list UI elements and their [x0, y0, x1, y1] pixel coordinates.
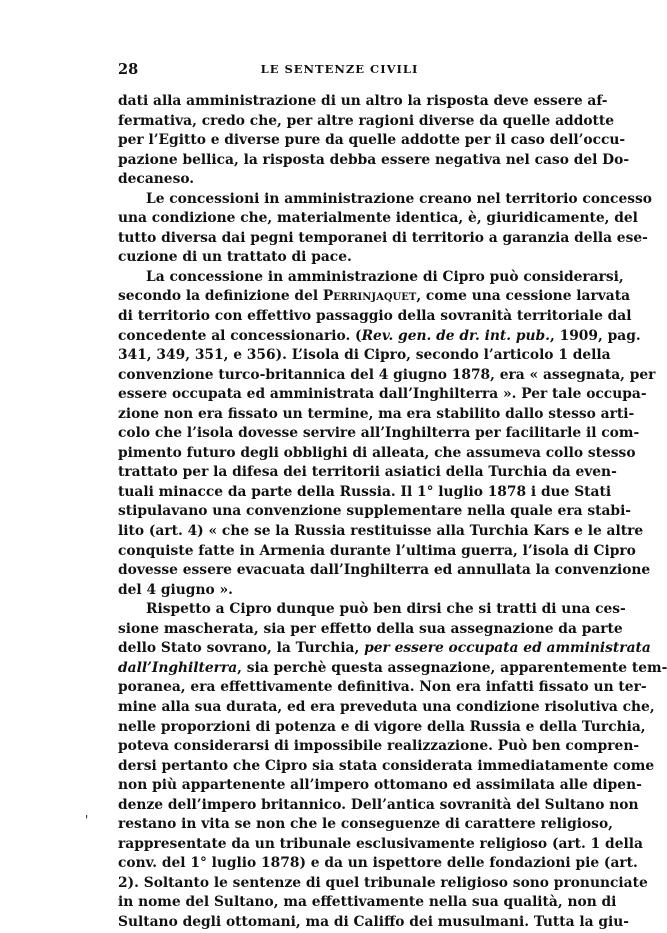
text-line — [118, 229, 648, 249]
text-line — [118, 737, 640, 757]
text-run: 341, 349, 351, e 356). L’isola di Cipro, secondo l’articolo 1 della — [118, 347, 611, 364]
text-line — [118, 542, 636, 562]
text-run: per essere occupata ed amministrata — [364, 640, 651, 657]
text-run: una condizione che, materialmente identica, è, giuridicamente, del — [118, 210, 638, 227]
text-run: dersi pertanto che Cipro sia stata considerata immediatamente come — [118, 757, 655, 774]
text-line — [118, 835, 643, 855]
text-line — [118, 463, 617, 483]
text-run: nelle proporzioni di potenza e di vigore della Russia e della Turchia, — [118, 718, 646, 735]
text-run: mine alla sua durata, ed era preveduta una condizione risolutiva che, — [118, 698, 655, 715]
text-run: Le concessioni in amministrazione creano nel territorio concesso — [146, 190, 652, 207]
text-run: fermativa, credo che, per altre ragioni diverse da quelle addotte — [118, 112, 615, 129]
text-run: , come una cessione larvata — [416, 288, 631, 305]
text-run: poranea, era effettivamente definitiva. Non era infatti fissato un ter- — [118, 679, 647, 696]
text-run: , sia perchè questa assegnazione, apparentemente tem- — [237, 659, 667, 676]
text-run: cuzione di un trattato di pace. — [118, 249, 352, 266]
text-run: dall’Inghilterra — [118, 659, 238, 676]
text-run: pazione bellica, la risposta debba essere negativa nel caso del Do- — [118, 151, 630, 168]
running-title: LE SENTENZE CIVILI — [260, 62, 419, 76]
text-run: rappresentate da un tribunale esclusivamente religioso (art. 1 della — [118, 835, 643, 852]
text-run: convenzione turco-britannica del 4 giugno 1878, era « assegnata, per — [118, 366, 656, 383]
text-line — [118, 366, 656, 386]
text-line — [118, 268, 624, 288]
text-run: conquiste fatte in Armenia durante l’ultima guerra, l’isola di Cipro — [118, 542, 636, 559]
text-run: Rev. gen. de dr. int. pub. — [361, 327, 550, 344]
text-run: secondo la definizione del — [118, 288, 323, 305]
text-run: tutto diversa dai pegni temporanei di territorio a garanzia della ese- — [118, 229, 648, 246]
text-run: per l’Egitto e diverse pure da quelle addotte per il caso dell’occu- — [118, 132, 626, 149]
text-line — [118, 190, 652, 210]
text-line — [118, 874, 648, 894]
text-line — [118, 581, 563, 601]
text-run: poteva considerarsi di impossibile realizzazione. Può ben compren- — [118, 738, 640, 755]
paragraph — [118, 92, 630, 190]
paragraph — [118, 268, 656, 600]
page-number: 28 — [118, 61, 139, 78]
text-line — [118, 151, 630, 171]
text-run: non più appartenente all’impero ottomano ed assimilata alle dipen- — [118, 777, 642, 794]
text-line — [118, 815, 613, 835]
text-line — [118, 209, 638, 229]
text-line — [118, 757, 655, 777]
text-run: decaneso. — [118, 171, 195, 188]
text-line — [118, 170, 563, 190]
text-run: di territorio con effettivo passaggio della sovranità territoriale dal — [118, 308, 632, 325]
paragraph — [118, 600, 667, 932]
text-run: sione mascherata, sia per effetto della sua assegnazione da parte — [118, 620, 623, 637]
text-line — [118, 346, 611, 366]
text-line — [118, 776, 642, 796]
text-line — [118, 287, 631, 307]
text-line — [118, 248, 563, 268]
paragraph — [118, 190, 652, 268]
text-line — [118, 483, 612, 503]
text-line — [118, 307, 632, 327]
text-line — [118, 444, 636, 464]
text-run: Sultano degli ottomani, ma di Califfo dei musulmani. Tutta la giu- — [118, 913, 629, 930]
text-body — [118, 92, 667, 933]
text-run: restano in vita se non che le conseguenze di carattere religioso, — [118, 816, 613, 833]
text-line — [118, 678, 647, 698]
text-run: stipulavano una convenzione supplementare nella quale era stabi- — [118, 503, 632, 520]
text-run: zione non era fissato un termine, ma era stabilito dallo stesso arti- — [118, 405, 635, 422]
text-line — [118, 424, 640, 444]
text-line — [118, 893, 617, 913]
text-run: trattato per la difesa dei territorii asiatici della Turchia da even- — [118, 464, 617, 481]
text-line — [118, 112, 615, 132]
stray-mark: ' — [85, 813, 89, 827]
text-line — [118, 698, 655, 718]
text-line — [118, 718, 646, 738]
text-run: essere occupata ed amministrata dall’Inghilterra ». Per tale occupa- — [118, 386, 647, 403]
text-line — [118, 131, 626, 151]
text-line — [118, 561, 651, 581]
text-run: in nome del Sultano, ma effettivamente nella sua qualità, non di — [118, 894, 617, 911]
text-line — [118, 405, 635, 425]
text-line — [118, 913, 629, 933]
text-line — [118, 796, 639, 816]
text-run: dovesse essere evacuata dall’Inghilterra ed annullata la convenzione — [118, 562, 651, 579]
text-run: conv. del 1° luglio 1878) e da un ispettore delle fondazioni pie (art. — [118, 855, 638, 872]
text-line — [118, 854, 638, 874]
text-run: denze dell’impero britannico. Dell’antica sovranità del Sultano non — [118, 796, 639, 813]
text-run: , 1909, pag. — [550, 327, 641, 344]
text-run: pimento futuro degli obblighi di alleata, che assumeva collo stesso — [118, 444, 636, 461]
text-line — [118, 522, 644, 542]
text-run: La concessione in amministrazione di Cipro può considerarsi, — [146, 268, 624, 285]
text-run: dello Stato sovrano, la Turchia, — [118, 640, 365, 657]
text-run: colo che l’isola dovesse servire all’Inghilterra per facilitarle il com- — [118, 425, 640, 442]
text-line — [118, 620, 623, 640]
text-line — [118, 502, 632, 522]
text-line — [118, 639, 651, 659]
running-header — [118, 61, 561, 79]
text-line — [118, 92, 608, 112]
text-run: dati alla amministrazione di un altro la risposta deve essere af- — [118, 93, 608, 109]
text-line — [118, 327, 641, 347]
text-run: lito (art. 4) « che se la Russia restituisse alla Turchia Kars e le altre — [118, 523, 644, 540]
text-run: del 4 giugno ». — [118, 581, 233, 598]
text-run: Rispetto a Cipro dunque può ben dirsi che si tratti di una ces- — [146, 601, 626, 618]
text-line — [118, 600, 626, 620]
text-run: concedente al concessionario. ( — [118, 327, 362, 344]
text-line — [118, 385, 647, 405]
text-run: 2). Soltanto le sentenze di quel tribunale religioso sono pronunciate — [118, 874, 648, 891]
text-line — [118, 659, 667, 679]
text-run: tuali minacce da parte della Russia. Il 1° luglio 1878 i due Stati — [118, 483, 612, 500]
text-run: Perrinjaquet — [322, 288, 417, 305]
